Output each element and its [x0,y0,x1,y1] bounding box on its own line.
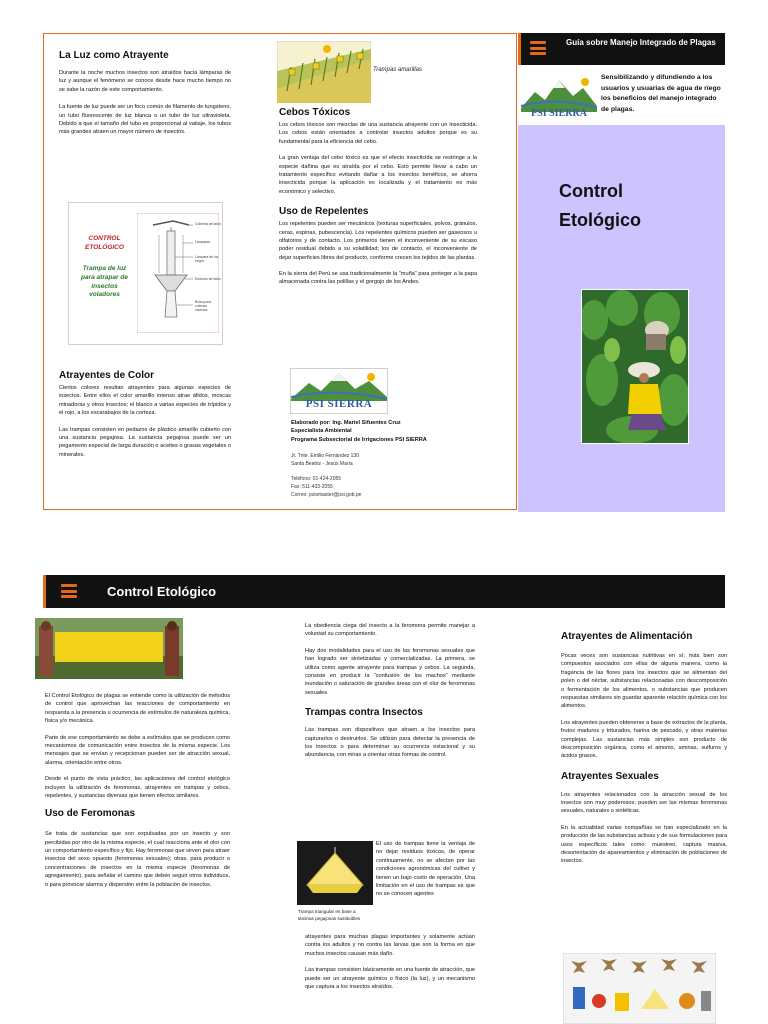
paragraph: Las trampas consisten en pedazos de plástico amarillo cubierto con una sustancia pegajosa. La sustancia pegajosa puede ser un pegamento especial de larga duración o aceites o grasas vegetales o minerales. [59,426,231,458]
credit-program: Programa Subsectorial de Irrigaciones PSI SIERRA [291,436,427,443]
trap-image-caption: Trampa triangular en base a láminas pegajosas sustituibles [298,909,361,921]
yellow-traps-photo [277,41,371,103]
paragraph: Ciertos colores resultan atrayentes para algunas especies de insectos. Entre ellos el color amarillo intenso atrae áfidos, moscas minadoras y otros insectos; el blanco a varias especies de trípidos y el rojo, a los escarabajos de la corteza. [59,385,231,417]
paragraph: En la sierra del Perú se usa tradicionalmente la “muña” para proteger a la papa almacenada contra las polillas y el gorgojo de los Andes. [279,271,477,286]
mountain-logo-icon [291,369,387,401]
mountain-logo-icon [521,72,597,112]
top-col1 [59,50,231,137]
heading-insect-traps: Trampas contra Insectos [305,707,423,719]
heading-repellents: Uso de Repelentes [279,206,369,218]
heading-color-attractants: Atrayentes de Color [59,370,155,381]
phone-line: Teléfono: 01-424-2055 [291,476,342,483]
diagram-label: Embudo de latón [195,277,221,281]
diagram-label: Lámparas [195,240,211,244]
heading-pheromones: Uso de Feromonas [45,808,136,820]
paragraph: Pocas veces son sustancias nutritivas en sí; más bien son compuestos asociados con ellas de alguna manera, como la fragancia de las flores para los insectos que se alimentan del polen o del néctar, substancias relacionadas con descomposición o fermentación de los alimentos, o substancias que producen respuestas similares sin guardar aparente relación química con los alimentos. [561,653,727,710]
diagram-label: Bolsa para colectar insectos [195,300,212,312]
bottom-title-bar [43,575,725,608]
cover-title-bar [518,33,725,65]
orange-accent [518,33,521,65]
heading-sexual-attractants: Atrayentes Sexuales [561,770,659,782]
bottom-col3 [561,631,727,866]
credit-author: Elaborado por: Ing. Mariel Sifuentes Cruz [291,420,401,426]
cover-bar-title: Guía sobre Manejo Integrado de Plagas [566,38,716,47]
paragraph: Durante la noche muchos insectos son atraídos hacia lámparas de luz y aunque el fenómeno se conoce desde hace mucho tiempo no se sabe la razón de este comportamiento. [59,70,231,93]
paragraph: Los atrayentes relacionados con la atracción sexual de los insectos son muy poderosos; pueden ser las mismas feromonas sexuales, naturales o sintéticas. [561,791,727,815]
paragraph: El Control Etológico de plagas se entiende como la utilización de métodos de control que aprovechan las reacciones de comportamiento en respuesta a la presencia u ocurrencia de estímulos de naturaleza química, física y/o mecánica. [45,693,230,725]
paragraph: La obediencia ciega del insecto a la feromona permite manejar a voluntad su comportamiento. [305,623,475,638]
bottom-col2-lower [305,933,475,991]
cover-title-line: Control [559,181,623,201]
fax-line: Fax: 511-433-2055 [291,484,333,491]
paragraph: En la actualidad varias compañías se han especializado en la producción de las substancias activas y de sus formulaciones para usos específicos tales como: muestreo, captura masiva, desorientación de apareamientos y eliminación de poblaciones de insectos. [561,824,727,865]
email-line: Correo: psismaster@psi.gob.pe [291,492,362,499]
cover-logo [521,72,597,122]
paragraph: Se trata de sustancias que son expulsadas por un insecto y son percibidas por otro de la misma especie, el cual reacciona ante el olor con un comportamiento específico y fijo. Hay feromonas que sirven para atraer insectos del sexo opuesto (feromonas sexuales); otras, para producir o concentraciones de insectos en la misma especie (feromonas de agregamiento), para señalar el camino que deben seguir otros individuos, o para provocar alarma y dispersión entre la población de insectos. [45,831,230,888]
paragraph: Parte de ese comportamiento se debe a estímulos que se producen como mecanismos de comunicación entre insectos de la misma especie. Los mensajes que se envían y recepcionan pueden ser de atracción sexual, alarma, orientación entre otros. [45,734,230,766]
top-col1-lower [59,370,231,459]
bottom-col1 [45,692,230,889]
paragraph: Hay dos modalidades para el uso de las feromonas sexuales que han logrado ser sintetizadas y comercializadas. La primera, se utiliza como agente atrayente para trampas y cebos. La segunda, consiste en producir la “confusión de los machos” mediante inundación o saturación de grandes áreas con el olor de feromonas sexuales. [305,647,475,696]
diagram-label: Lámpara de luz negra [195,255,219,263]
triangular-trap-photo [297,841,373,905]
logo-text: PSI SIERRA [305,398,373,410]
bottom-bar-title: Control Etológico [107,584,217,599]
heading-toxic-baits: Cebos Tóxicos [279,107,351,118]
psi-sierra-logo [290,368,388,414]
figure-caption: Trampa de luz para atrapar de insectos voladores [81,265,128,299]
paragraph: Los cebos tóxicos son mezclas de una sustancia atrayente con un insecticida. Los cebos están orientados a controlar insectos adultos porque es su fundamental para la eficiencia del cebo. [279,122,477,145]
paragraph: Las trampas consisten básicamente en una fuente de atracción, que puede ser un atrayente químico o físico (la luz), y un mecanismo que captura a los insectos atraídos. [305,967,475,990]
light-trap-figure [68,202,223,345]
diagram-label: Cubierta de latón [195,222,221,226]
top-col2 [279,107,477,287]
address-line: Jr. Tnte. Emilio Fernández 130 [291,453,359,460]
menu-icon [530,41,546,55]
address-line: Santa Beatriz - Jesús María [291,461,353,468]
credit-role: Especialista Ambiental [291,428,352,435]
pheromone-traps-photo [563,953,716,1024]
logo-text: PSI SIERRA [531,108,587,119]
figure-title: CONTROL ETOLÓGICO [85,235,124,251]
paragraph: Los repelentes pueden ser mecánicos (texturas superficiales, polvos, gránulos, ceras, espinas, pubescencia). Los repelentes químicos pueden ser gaseosos u olfatorios y de contacto. Los primeros tienen el inconveniente de su escaso poder residual debido a su volatilidad; los de contacto, el inconveniente de dejar superficies libres del producto, conforme crecen los tejidos de las plantas. [279,221,477,261]
heading-light-attractant: La Luz como Atrayente [59,50,169,61]
cover-title [559,177,699,235]
bottom-col2 [305,622,475,760]
light-trap-diagram [137,213,219,333]
cover-title-line: Etológico [559,209,641,230]
paragraph: Las trampas son dispositivos que atraen a los insectos para capturarlos o destruirlos. Se utilizan para detectar la presencia de los insectos o para determinar su ocurrencia estacional y su abundancia, con miras a orientar otras formas de control. [305,727,475,759]
farmer-photo [581,289,689,444]
paragraph: La gran ventaja del cebo tóxico es que el efecto insecticida se restringe a la especie dañina que es atraída por el cebo. Esto permite llevar a cabo un tratamiento específico evitando dañar a los insectos benéficos, se ahorra insecticida porque la aplicación es localizada y el tratamiento es más económico y selectivo. [279,155,477,195]
orange-accent [43,575,46,608]
credits-block [291,419,491,499]
cover-intro: Sensibilizando y difundiendo a los usuarios y usuarias de agua de riego los beneficios del manejo integrado de plagas. [601,74,721,113]
paragraph: Desde el punto de vista práctico, las aplicaciones del control etológico incluyen la utilización de feromonas, atrayentes en trampas y cebos, repelentes, y sustancias diversas que tienen efectos similares. [45,776,230,799]
paragraph: La fuente de luz puede ser un foco común de filamento de tungsteno, un tubo fluorescente de luz blanca o un tubo de luz ultravioleta. Debido a que el tamaño del tubo es proporcional al vatiaje, los tubos más grandes atraen un mayor número de insectos. [59,104,231,136]
heading-food-attractants: Atrayentes de Alimentación [561,631,693,642]
paragraph: Los atrayentes pueden obtenerse a base de extractos de la planta, frutos maduros y triturados, harina de pescado, y otras materias complejas. Las sustancias más simples son producto de descomposición orgánica, como el amonio, aminas, sulfuros y ácidos grasos. [561,719,727,760]
image-caption: Trampas amarillas [373,67,422,73]
yellow-sticky-banner-photo [35,618,183,679]
menu-icon [61,584,77,598]
paragraph: atrayentes para muchas plagas importantes y solamente actúan contra los adultos y no contra las larvas que son la forma en que muchos insectos causan más daño. [305,934,475,957]
paragraph: El uso de trampas tiene la ventaja de no dejar residuos tóxicos, de operar continuamente, no se afectan por las condiciones agronómicas del cultivo y tienen un bajo costo de operación. Una limitación en el uso de trampas es que no se conocen agentes [376,841,475,898]
